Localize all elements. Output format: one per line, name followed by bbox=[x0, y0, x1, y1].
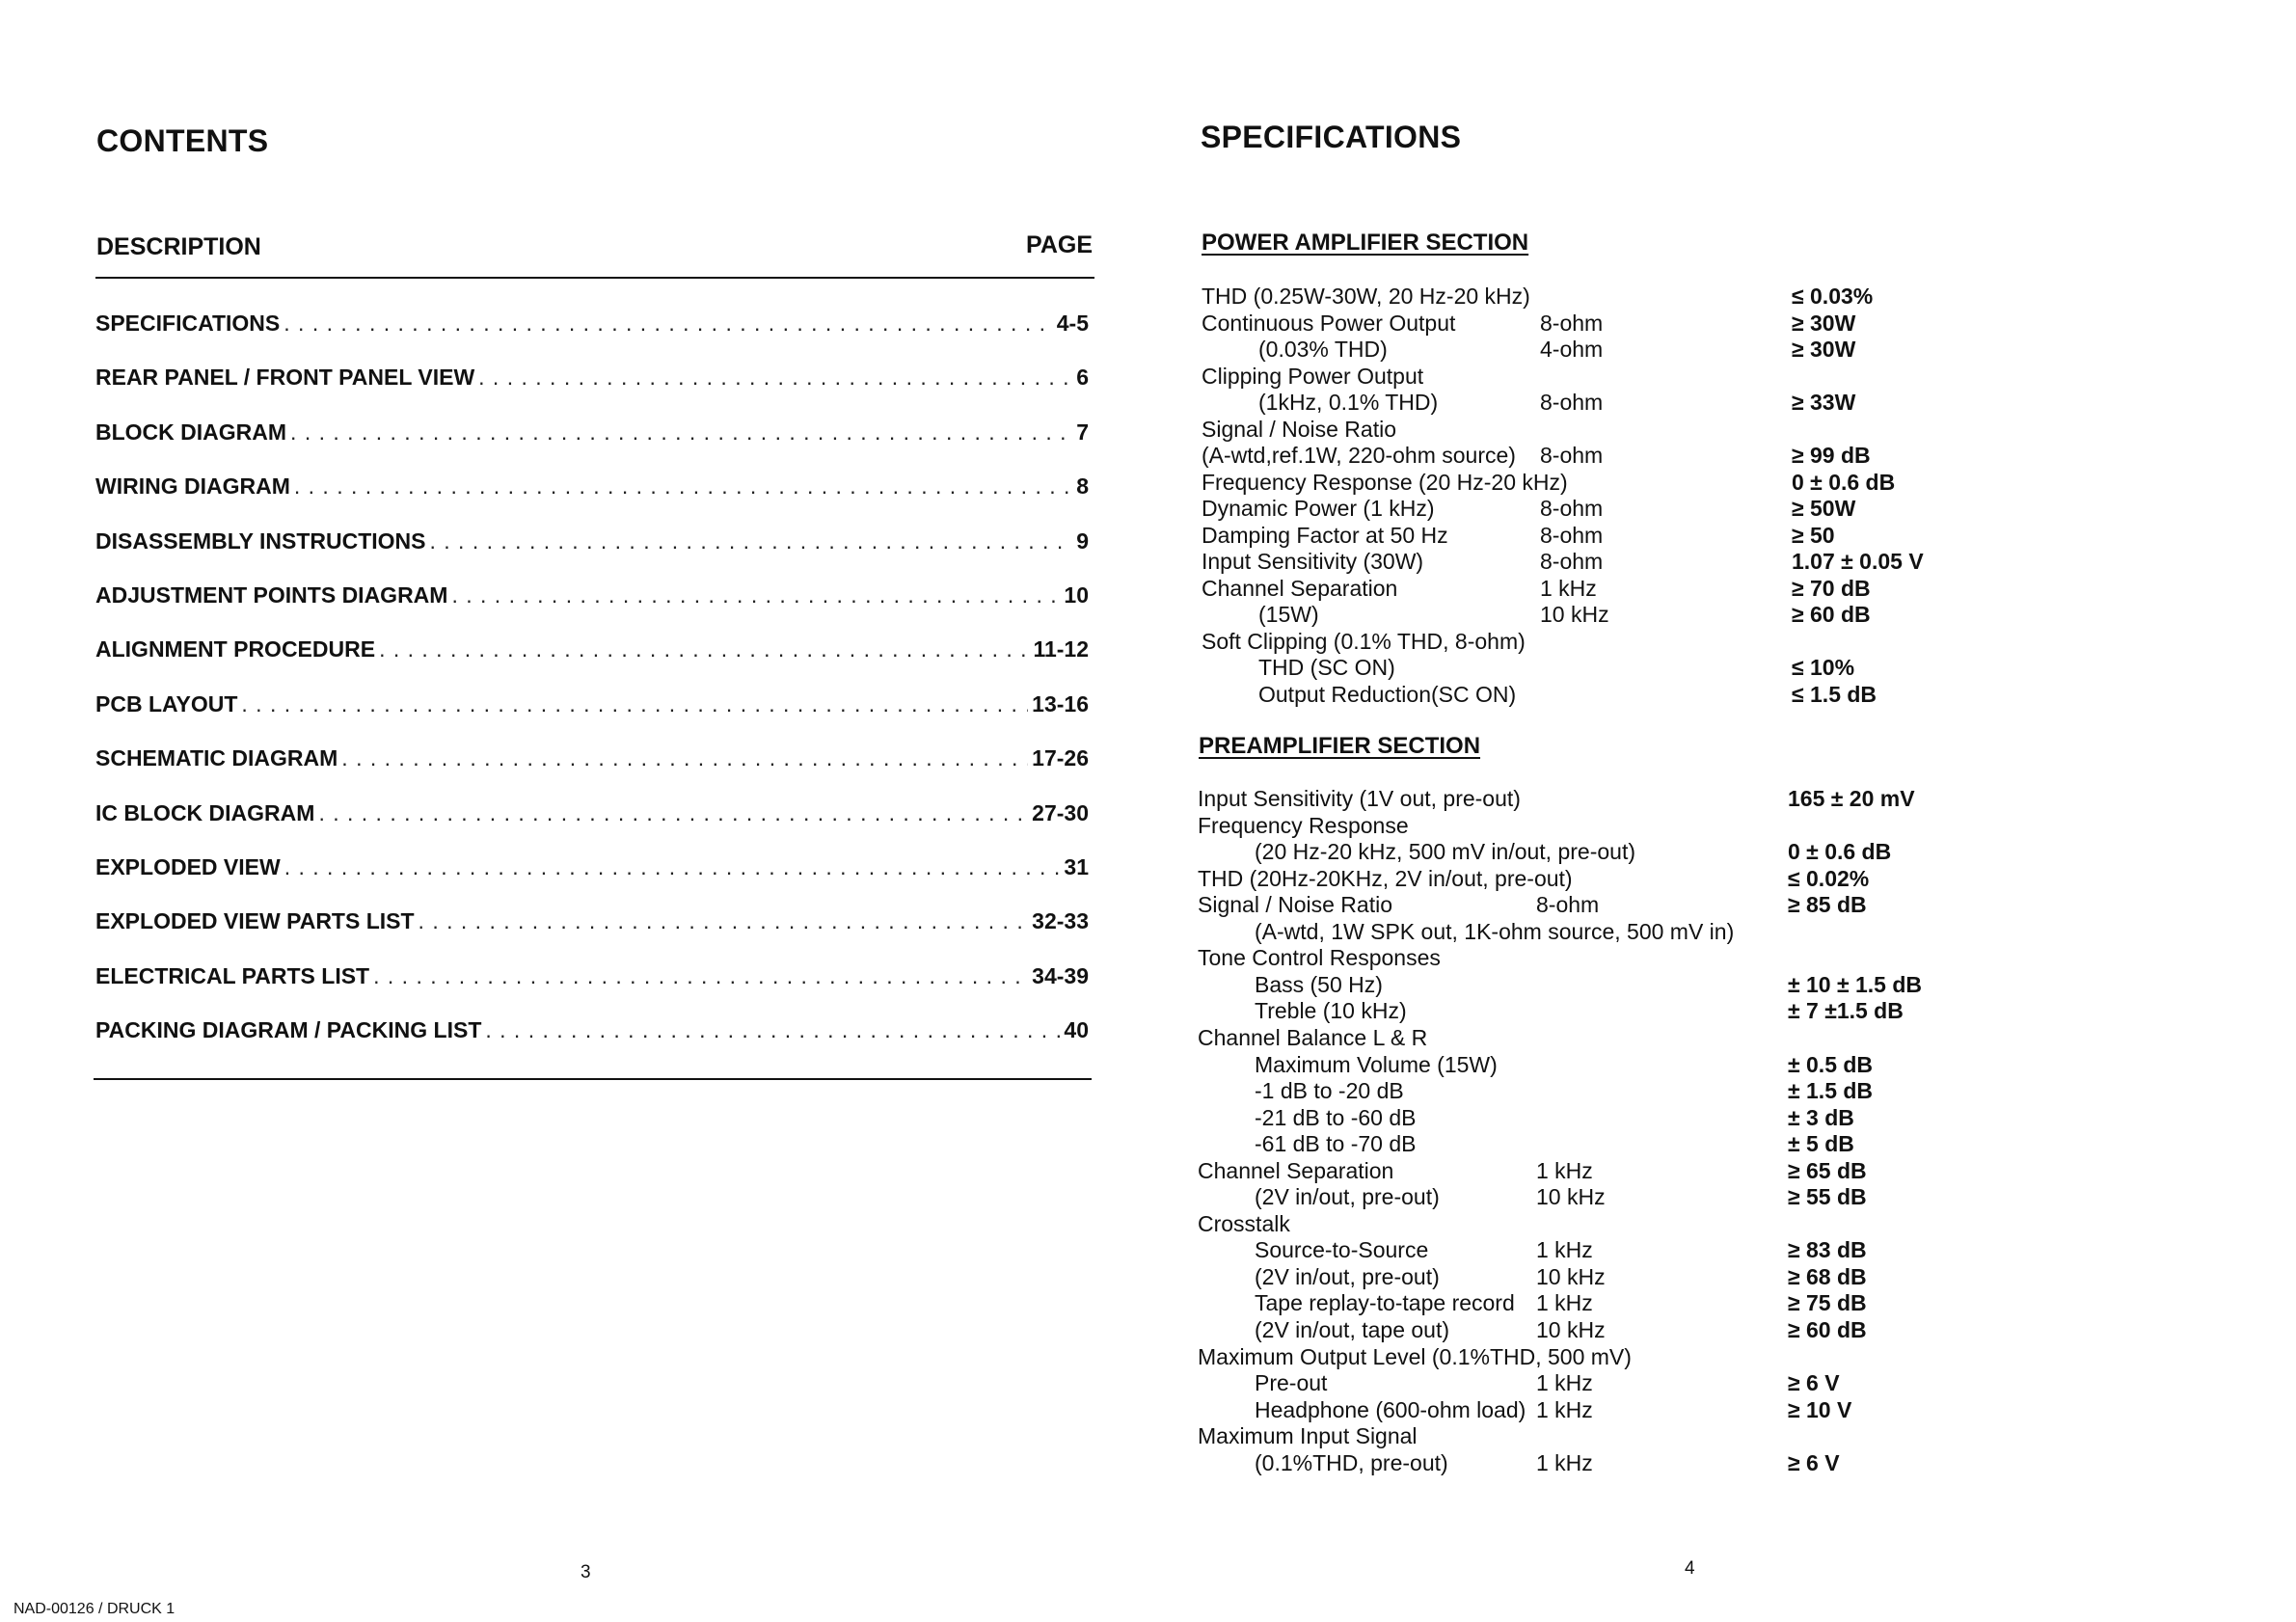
spec-condition: 8-ohm bbox=[1540, 549, 1604, 574]
spec-row bbox=[1202, 602, 1973, 629]
spec-value: ≥ 60 dB bbox=[1788, 1317, 1867, 1342]
toc-entry-page: 27-30 bbox=[1032, 799, 1089, 825]
footer-rule bbox=[94, 1078, 1092, 1080]
spec-row bbox=[1198, 1158, 1969, 1185]
toc-entry-page: 31 bbox=[1064, 854, 1089, 879]
spec-label: Maximum Input Signal bbox=[1198, 1423, 1418, 1449]
toc-entry-page: 11-12 bbox=[1033, 636, 1089, 662]
spec-row bbox=[1202, 417, 1973, 444]
spec-row bbox=[1198, 1344, 1969, 1371]
spec-row bbox=[1202, 629, 1973, 656]
toc-entry-title: BLOCK DIAGRAM bbox=[95, 419, 287, 445]
spec-condition: 8-ohm bbox=[1536, 892, 1600, 918]
spec-label: (1kHz, 0.1% THD) bbox=[1258, 390, 1439, 415]
spec-row bbox=[1198, 1290, 1969, 1317]
dot-leader bbox=[451, 582, 1060, 608]
spec-row bbox=[1198, 1105, 1969, 1132]
dot-leader bbox=[284, 854, 1061, 880]
toc-entry-title: EXPLODED VIEW PARTS LIST bbox=[95, 908, 415, 934]
specifications-title: SPECIFICATIONS bbox=[1201, 120, 1462, 154]
toc-entry-page: 34-39 bbox=[1032, 962, 1089, 988]
spec-label: Continuous Power Output bbox=[1202, 310, 1456, 336]
spec-label: Input Sensitivity (30W) bbox=[1202, 549, 1424, 574]
dot-leader bbox=[373, 963, 1028, 989]
toc-entry bbox=[95, 963, 1089, 996]
spec-value: ± 5 dB bbox=[1788, 1131, 1854, 1157]
spec-value: ≥ 68 dB bbox=[1788, 1263, 1867, 1289]
spec-value: ± 1.5 dB bbox=[1788, 1078, 1874, 1104]
spec-value: ≥ 70 dB bbox=[1792, 575, 1871, 601]
spec-condition: 1 kHz bbox=[1540, 575, 1597, 601]
spec-value: ≥ 85 dB bbox=[1788, 892, 1867, 918]
spec-condition: 8-ohm bbox=[1540, 443, 1604, 468]
spec-row bbox=[1198, 786, 1969, 813]
toc-entry bbox=[95, 311, 1089, 343]
dot-leader bbox=[430, 528, 1073, 554]
spec-row bbox=[1202, 682, 1973, 709]
toc-entry bbox=[95, 908, 1089, 941]
spec-label: (0.1%THD, pre-out) bbox=[1255, 1449, 1448, 1475]
toc-entry-title: ELECTRICAL PARTS LIST bbox=[95, 962, 370, 988]
spec-label: Treble (10 kHz) bbox=[1255, 998, 1407, 1024]
spec-row bbox=[1198, 919, 1969, 946]
contents-title: CONTENTS bbox=[96, 123, 269, 158]
spec-condition: 1 kHz bbox=[1536, 1370, 1593, 1396]
spec-row bbox=[1198, 1370, 1969, 1397]
power-amplifier-section-title: POWER AMPLIFIER SECTION bbox=[1202, 230, 1529, 256]
spec-value: ≥ 30W bbox=[1792, 310, 1856, 336]
spec-label: (0.03% THD) bbox=[1258, 337, 1388, 362]
spec-label: (2V in/out, pre-out) bbox=[1255, 1263, 1440, 1289]
toc-entry-page: 10 bbox=[1064, 582, 1089, 608]
dot-leader bbox=[294, 473, 1072, 500]
spec-value: ≥ 6 V bbox=[1788, 1370, 1840, 1396]
spec-row bbox=[1198, 1423, 1969, 1450]
toc-entry bbox=[95, 800, 1089, 833]
spec-label: Input Sensitivity (1V out, pre-out) bbox=[1198, 786, 1521, 811]
toc-entry-title: SCHEMATIC DIAGRAM bbox=[95, 745, 338, 771]
spec-value: ± 3 dB bbox=[1788, 1104, 1854, 1130]
spec-condition: 8-ohm bbox=[1540, 390, 1604, 415]
spec-label: Damping Factor at 50 Hz bbox=[1202, 522, 1448, 548]
dot-leader bbox=[379, 636, 1029, 662]
spec-row bbox=[1198, 972, 1969, 999]
toc-entry-title: DISASSEMBLY INSTRUCTIONS bbox=[95, 527, 426, 554]
spec-condition: 1 kHz bbox=[1536, 1157, 1593, 1183]
spec-row bbox=[1202, 337, 1973, 364]
preamplifier-section-title: PREAMPLIFIER SECTION bbox=[1199, 733, 1481, 759]
spec-label: Frequency Response (20 Hz-20 kHz) bbox=[1202, 469, 1568, 495]
toc-entry-page: 13-16 bbox=[1032, 690, 1089, 716]
spec-row bbox=[1202, 576, 1973, 603]
toc-entry-page: 32-33 bbox=[1032, 908, 1089, 934]
spec-value: ≤ 0.03% bbox=[1792, 284, 1874, 309]
spec-row bbox=[1198, 1025, 1969, 1052]
toc-entry bbox=[95, 745, 1089, 778]
spec-value: ≥ 99 dB bbox=[1792, 443, 1871, 468]
toc-entry-page: 6 bbox=[1076, 365, 1089, 391]
dot-leader bbox=[478, 365, 1072, 391]
toc-entry-title: PCB LAYOUT bbox=[95, 690, 238, 716]
spec-condition: 10 kHz bbox=[1540, 602, 1609, 627]
header-rule bbox=[95, 277, 1094, 279]
spec-label: Headphone (600-ohm load) bbox=[1255, 1396, 1526, 1422]
spec-condition: 1 kHz bbox=[1536, 1396, 1593, 1422]
spec-label: THD (SC ON) bbox=[1258, 655, 1395, 680]
spec-value: ≥ 50 bbox=[1792, 522, 1835, 548]
spec-condition: 8-ohm bbox=[1540, 496, 1604, 521]
spec-value: ≥ 55 dB bbox=[1788, 1184, 1867, 1210]
right-page-number: 4 bbox=[1685, 1558, 1695, 1579]
spec-row bbox=[1198, 1211, 1969, 1238]
spec-label: (15W) bbox=[1258, 602, 1319, 627]
dot-leader bbox=[241, 691, 1028, 717]
spec-row bbox=[1198, 945, 1969, 972]
spec-value: 0 ± 0.6 dB bbox=[1792, 469, 1896, 495]
toc-entry bbox=[95, 582, 1089, 615]
spec-label: Output Reduction(SC ON) bbox=[1258, 681, 1517, 707]
toc-entry-title: REAR PANEL / FRONT PANEL VIEW bbox=[95, 365, 475, 391]
spec-row bbox=[1198, 1131, 1969, 1158]
spec-label: Maximum Output Level (0.1%THD, 500 mV) bbox=[1198, 1343, 1632, 1369]
spec-label: Signal / Noise Ratio bbox=[1202, 416, 1396, 442]
page-column-header: PAGE bbox=[1026, 231, 1093, 258]
toc-entry-page: 4-5 bbox=[1056, 311, 1089, 336]
spec-row bbox=[1198, 1078, 1969, 1105]
spec-row bbox=[1198, 1237, 1969, 1264]
spec-label: (A-wtd, 1W SPK out, 1K-ohm source, 500 mV in) bbox=[1255, 918, 1735, 944]
spec-row bbox=[1198, 1317, 1969, 1344]
dot-leader bbox=[290, 419, 1072, 446]
spec-row bbox=[1202, 390, 1973, 417]
spec-label: -21 dB to -60 dB bbox=[1255, 1104, 1417, 1130]
spec-row bbox=[1198, 892, 1969, 919]
spec-row bbox=[1198, 839, 1969, 866]
toc-entry-title: SPECIFICATIONS bbox=[95, 311, 281, 336]
spec-label: THD (20Hz-20KHz, 2V in/out, pre-out) bbox=[1198, 865, 1573, 891]
spec-value: ≥ 65 dB bbox=[1788, 1157, 1867, 1183]
spec-label: Bass (50 Hz) bbox=[1255, 971, 1383, 997]
spec-row bbox=[1202, 655, 1973, 682]
spec-row bbox=[1202, 311, 1973, 338]
dot-leader bbox=[341, 745, 1028, 771]
spec-row bbox=[1198, 1397, 1969, 1424]
toc-entry bbox=[95, 636, 1089, 669]
spec-value: ± 0.5 dB bbox=[1788, 1051, 1874, 1077]
spec-value: ≥ 10 V bbox=[1788, 1396, 1852, 1422]
spec-row bbox=[1198, 1052, 1969, 1079]
spec-row bbox=[1202, 496, 1973, 523]
spec-value: ≥ 75 dB bbox=[1788, 1290, 1867, 1316]
spec-label: -61 dB to -70 dB bbox=[1255, 1131, 1417, 1157]
document-footer: NAD-00126 / DRUCK 1 bbox=[14, 1601, 176, 1617]
spec-row bbox=[1202, 470, 1973, 497]
spec-condition: 10 kHz bbox=[1536, 1317, 1606, 1342]
spec-row bbox=[1198, 998, 1969, 1025]
toc-entry bbox=[95, 691, 1089, 724]
spec-label: -1 dB to -20 dB bbox=[1255, 1078, 1404, 1104]
spec-value: ≥ 33W bbox=[1792, 390, 1856, 415]
spec-value: ≥ 60 dB bbox=[1792, 602, 1871, 627]
toc-entry-page: 7 bbox=[1076, 419, 1089, 445]
toc-entry bbox=[95, 1017, 1089, 1050]
spec-label: Channel Separation bbox=[1202, 575, 1398, 601]
spec-label: Soft Clipping (0.1% THD, 8-ohm) bbox=[1202, 628, 1526, 654]
spec-value: 165 ± 20 mV bbox=[1788, 786, 1915, 811]
spec-condition: 10 kHz bbox=[1536, 1263, 1606, 1289]
toc-entry bbox=[95, 419, 1089, 452]
spec-label: (20 Hz-20 kHz, 500 mV in/out, pre-out) bbox=[1255, 839, 1635, 865]
spec-label: Source-to-Source bbox=[1255, 1237, 1429, 1263]
spec-value: ± 7 ±1.5 dB bbox=[1788, 998, 1904, 1024]
dot-leader bbox=[318, 800, 1028, 826]
spec-label: Channel Separation bbox=[1198, 1157, 1394, 1183]
spec-label: Tape replay-to-tape record bbox=[1255, 1290, 1515, 1316]
toc-entry-page: 9 bbox=[1076, 527, 1089, 554]
spec-label: Signal / Noise Ratio bbox=[1198, 892, 1392, 918]
toc-entry bbox=[95, 365, 1089, 397]
spec-condition: 1 kHz bbox=[1536, 1237, 1593, 1263]
spec-label: Clipping Power Output bbox=[1202, 363, 1424, 389]
spec-label: Pre-out bbox=[1255, 1370, 1328, 1396]
left-page-number: 3 bbox=[581, 1562, 591, 1582]
spec-value: ≤ 10% bbox=[1792, 655, 1855, 680]
spec-row bbox=[1198, 1450, 1969, 1477]
dot-leader bbox=[485, 1017, 1060, 1043]
spec-row bbox=[1198, 1264, 1969, 1291]
spec-condition: 8-ohm bbox=[1540, 522, 1604, 548]
spec-row bbox=[1202, 523, 1973, 550]
spec-label: (2V in/out, tape out) bbox=[1255, 1317, 1450, 1342]
spec-value: 1.07 ± 0.05 V bbox=[1792, 549, 1924, 574]
toc-entry-page: 17-26 bbox=[1032, 745, 1089, 771]
spec-label: Channel Balance L & R bbox=[1198, 1024, 1428, 1050]
spec-value: ≥ 30W bbox=[1792, 337, 1856, 362]
description-column-header: DESCRIPTION bbox=[96, 233, 261, 260]
spec-value: ≤ 0.02% bbox=[1788, 865, 1870, 891]
spec-value: ± 10 ± 1.5 dB bbox=[1788, 971, 1923, 997]
toc-entry bbox=[95, 528, 1089, 561]
toc-entry-title: IC BLOCK DIAGRAM bbox=[95, 799, 315, 825]
spec-condition: 8-ohm bbox=[1540, 310, 1604, 336]
spec-label: Frequency Response bbox=[1198, 812, 1409, 838]
spec-label: (A-wtd,ref.1W, 220-ohm source) bbox=[1202, 443, 1516, 468]
spec-label: Crosstalk bbox=[1198, 1210, 1290, 1236]
toc-entry-title: EXPLODED VIEW bbox=[95, 854, 281, 879]
spec-value: 0 ± 0.6 dB bbox=[1788, 839, 1892, 865]
toc-entry-title: WIRING DIAGRAM bbox=[95, 473, 290, 500]
spec-value: ≥ 50W bbox=[1792, 496, 1856, 521]
spec-value: ≥ 6 V bbox=[1788, 1449, 1840, 1475]
spec-row bbox=[1198, 866, 1969, 893]
spec-value: ≤ 1.5 dB bbox=[1792, 681, 1877, 707]
spec-condition: 1 kHz bbox=[1536, 1449, 1593, 1475]
toc-entry-title: ALIGNMENT PROCEDURE bbox=[95, 636, 376, 662]
spec-label: Tone Control Responses bbox=[1198, 945, 1441, 971]
toc-entry bbox=[95, 473, 1089, 506]
spec-condition: 4-ohm bbox=[1540, 337, 1604, 362]
toc-entry-title: ADJUSTMENT POINTS DIAGRAM bbox=[95, 582, 448, 608]
spec-row bbox=[1202, 364, 1973, 391]
spec-row bbox=[1202, 549, 1973, 576]
spec-value: ≥ 83 dB bbox=[1788, 1237, 1867, 1263]
spec-label: (2V in/out, pre-out) bbox=[1255, 1184, 1440, 1210]
spec-row bbox=[1198, 1184, 1969, 1211]
dot-leader bbox=[419, 908, 1029, 934]
spec-label: THD (0.25W-30W, 20 Hz-20 kHz) bbox=[1202, 284, 1530, 309]
toc-entry-title: PACKING DIAGRAM / PACKING LIST bbox=[95, 1017, 482, 1043]
toc-entry-page: 40 bbox=[1064, 1017, 1089, 1043]
toc-entry bbox=[95, 854, 1089, 887]
spec-condition: 10 kHz bbox=[1536, 1184, 1606, 1210]
spec-label: Maximum Volume (15W) bbox=[1255, 1051, 1498, 1077]
toc-entry-page: 8 bbox=[1076, 473, 1089, 500]
spec-row bbox=[1202, 443, 1973, 470]
spec-row bbox=[1202, 284, 1973, 311]
dot-leader bbox=[284, 311, 1052, 337]
spec-label: Dynamic Power (1 kHz) bbox=[1202, 496, 1435, 521]
spec-row bbox=[1198, 813, 1969, 840]
spec-condition: 1 kHz bbox=[1536, 1290, 1593, 1316]
